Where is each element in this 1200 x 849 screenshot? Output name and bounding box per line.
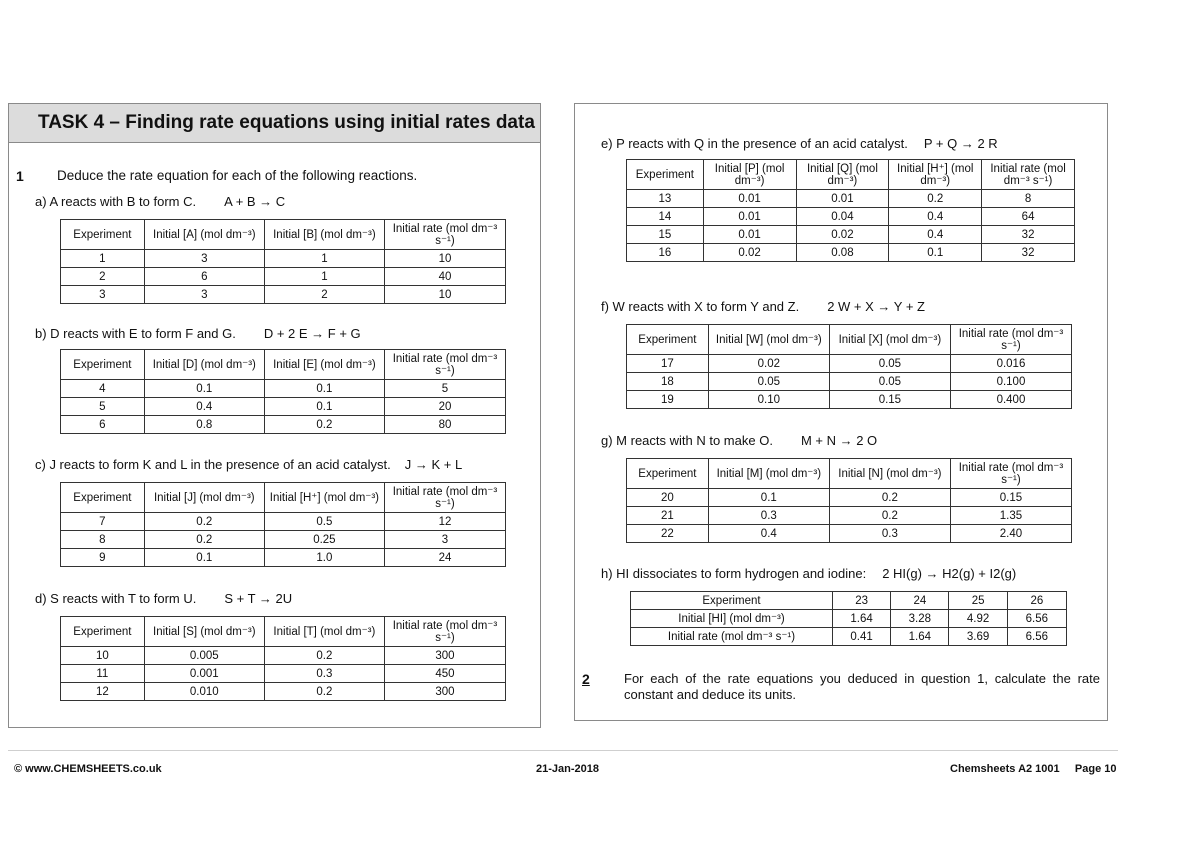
table-cell: 0.010 xyxy=(144,683,264,701)
table-cell: 5 xyxy=(384,380,505,398)
table-cell: 7 xyxy=(61,513,145,531)
table-cell: 40 xyxy=(384,268,505,286)
table-cell: 0.001 xyxy=(144,665,264,683)
table-cell: 0.25 xyxy=(264,531,384,549)
part-d-equation: S + T → 2U xyxy=(224,591,293,606)
table-cell: 0.3 xyxy=(829,525,950,543)
table-row xyxy=(627,391,1072,409)
table-row xyxy=(627,373,1072,391)
part-a-label: a) A reacts with B to form C. A + B → C xyxy=(35,194,286,209)
table-row xyxy=(61,268,506,286)
table-cell: 0.3 xyxy=(264,665,384,683)
column-header: Initial [H⁺] (mol dm⁻³) xyxy=(889,160,982,190)
table-part-a xyxy=(60,219,506,304)
column-header: Initial [M] (mol dm⁻³) xyxy=(708,459,829,489)
table-cell: 0.08 xyxy=(796,244,889,262)
part-b-label: b) D reacts with E to form F and G. D + 2 E → F + G xyxy=(35,326,361,341)
table-cell: 0.2 xyxy=(264,647,384,665)
table-cell: 0.10 xyxy=(708,391,829,409)
table-part-d xyxy=(60,616,506,701)
table-cell: 0.01 xyxy=(796,190,889,208)
column-header: Initial [A] (mol dm⁻³) xyxy=(144,220,264,250)
table-cell: 4.92 xyxy=(949,610,1007,628)
table-cell: 22 xyxy=(627,525,709,543)
table-row xyxy=(627,226,1075,244)
column-header: Initial [S] (mol dm⁻³) xyxy=(144,617,264,647)
table-row xyxy=(61,665,506,683)
table-cell: 1.64 xyxy=(832,610,890,628)
table-cell: 23 xyxy=(832,592,890,610)
left-panel xyxy=(8,103,541,728)
table-header-row xyxy=(61,483,506,513)
column-header: Initial [E] (mol dm⁻³) xyxy=(264,350,384,380)
table-cell: 24 xyxy=(891,592,949,610)
row-header: Experiment xyxy=(631,592,833,610)
table-cell: 0.2 xyxy=(829,507,950,525)
table-cell: 10 xyxy=(384,250,505,268)
table-cell: 0.2 xyxy=(264,683,384,701)
question-1-number: 1 xyxy=(16,168,24,184)
column-header: Experiment xyxy=(627,325,709,355)
table-cell: 14 xyxy=(627,208,704,226)
table-row xyxy=(61,380,506,398)
table-header-row xyxy=(61,350,506,380)
table-row xyxy=(631,592,1067,610)
part-f-equation: 2 W + X → Y + Z xyxy=(827,299,925,314)
table-cell: 6 xyxy=(144,268,264,286)
table-cell: 3 xyxy=(384,531,505,549)
row-header: Initial [HI] (mol dm⁻³) xyxy=(631,610,833,628)
table-cell: 0.1 xyxy=(708,489,829,507)
table-cell: 17 xyxy=(627,355,709,373)
part-e-label: e) P reacts with Q in the presence of an acid catalyst. P + Q → 2 R xyxy=(601,136,998,151)
table-cell: 0.01 xyxy=(703,208,796,226)
table-cell: 0.3 xyxy=(708,507,829,525)
table-cell: 0.1 xyxy=(264,398,384,416)
column-header: Initial rate (mol dm⁻³ s⁻¹) xyxy=(384,483,505,513)
table-row xyxy=(61,647,506,665)
part-g-label: g) M reacts with N to make O. M + N → 2 O xyxy=(601,433,878,448)
table-cell: 0.1 xyxy=(889,244,982,262)
table-cell: 0.01 xyxy=(703,226,796,244)
table-header-row xyxy=(627,459,1072,489)
table-cell: 3.28 xyxy=(891,610,949,628)
table-row xyxy=(61,398,506,416)
column-header: Initial rate (mol dm⁻³ s⁻¹) xyxy=(982,160,1075,190)
column-header: Experiment xyxy=(61,483,145,513)
table-part-e xyxy=(626,159,1075,262)
table-cell: 0.100 xyxy=(950,373,1071,391)
table-cell: 1.35 xyxy=(950,507,1071,525)
table-cell: 0.05 xyxy=(829,355,950,373)
column-header: Experiment xyxy=(61,350,145,380)
table-header-row xyxy=(627,160,1075,190)
table-cell: 20 xyxy=(627,489,709,507)
table-cell: 450 xyxy=(384,665,505,683)
footer-copyright: © www.CHEMSHEETS.co.uk xyxy=(14,763,162,775)
table-cell: 0.02 xyxy=(796,226,889,244)
table-row xyxy=(631,610,1067,628)
table-row xyxy=(61,416,506,434)
table-cell: 0.02 xyxy=(708,355,829,373)
table-cell: 24 xyxy=(384,549,505,567)
table-cell: 0.016 xyxy=(950,355,1071,373)
table-cell: 64 xyxy=(982,208,1075,226)
part-h-equation: 2 HI(g) → H2(g) + I2(g) xyxy=(882,566,1017,581)
table-row xyxy=(627,208,1075,226)
table-cell: 0.2 xyxy=(144,531,264,549)
table-cell: 19 xyxy=(627,391,709,409)
table-row xyxy=(61,683,506,701)
table-cell: 3.69 xyxy=(949,628,1007,646)
table-cell: 300 xyxy=(384,647,505,665)
table-cell: 6.56 xyxy=(1007,610,1066,628)
table-cell: 26 xyxy=(1007,592,1066,610)
table-cell: 1.0 xyxy=(264,549,384,567)
table-row xyxy=(61,513,506,531)
table-cell: 0.5 xyxy=(264,513,384,531)
column-header: Experiment xyxy=(61,220,145,250)
part-b-equation: D + 2 E → F + G xyxy=(263,326,361,341)
table-cell: 0.4 xyxy=(144,398,264,416)
table-cell: 0.2 xyxy=(829,489,950,507)
table-cell: 5 xyxy=(61,398,145,416)
part-c-equation: J → K + L xyxy=(404,457,463,472)
table-row xyxy=(61,549,506,567)
table-cell: 1 xyxy=(61,250,145,268)
table-cell: 25 xyxy=(949,592,1007,610)
column-header: Initial rate (mol dm⁻³ s⁻¹) xyxy=(384,350,505,380)
part-h-label: h) HI dissociates to form hydrogen and iodine: 2 HI(g) → H2(g) + I2(g) xyxy=(601,566,1017,581)
table-cell: 1 xyxy=(264,250,384,268)
table-cell: 11 xyxy=(61,665,145,683)
table-row xyxy=(61,531,506,549)
table-cell: 0.41 xyxy=(832,628,890,646)
column-header: Initial [X] (mol dm⁻³) xyxy=(829,325,950,355)
part-a-equation: A + B → C xyxy=(224,194,286,209)
task-title: TASK 4 – Finding rate equations using initial rates data xyxy=(9,104,540,143)
table-cell: 12 xyxy=(384,513,505,531)
question-2-number: 2 xyxy=(582,671,590,687)
table-row xyxy=(627,525,1072,543)
table-cell: 0.4 xyxy=(889,226,982,244)
column-header: Initial rate (mol dm⁻³ s⁻¹) xyxy=(950,459,1071,489)
table-cell: 32 xyxy=(982,226,1075,244)
table-cell: 10 xyxy=(61,647,145,665)
table-cell: 2 xyxy=(264,286,384,304)
table-row xyxy=(627,507,1072,525)
table-cell: 0.005 xyxy=(144,647,264,665)
table-cell: 2.40 xyxy=(950,525,1071,543)
table-header-row xyxy=(61,220,506,250)
table-row xyxy=(627,355,1072,373)
table-part-f xyxy=(626,324,1072,409)
column-header: Initial [N] (mol dm⁻³) xyxy=(829,459,950,489)
table-row xyxy=(627,190,1075,208)
table-cell: 0.01 xyxy=(703,190,796,208)
table-row xyxy=(61,250,506,268)
table-cell: 8 xyxy=(982,190,1075,208)
question-1-text: Deduce the rate equation for each of the following reactions. xyxy=(57,168,418,183)
table-cell: 21 xyxy=(627,507,709,525)
table-cell: 6 xyxy=(61,416,145,434)
table-header-row xyxy=(627,325,1072,355)
column-header: Initial rate (mol dm⁻³ s⁻¹) xyxy=(384,617,505,647)
table-part-c xyxy=(60,482,506,567)
table-cell: 8 xyxy=(61,531,145,549)
part-f-label: f) W reacts with X to form Y and Z. 2 W + X → Y + Z xyxy=(601,299,925,314)
table-cell: 20 xyxy=(384,398,505,416)
column-header: Initial [W] (mol dm⁻³) xyxy=(708,325,829,355)
right-panel xyxy=(574,103,1108,721)
column-header: Experiment xyxy=(627,160,704,190)
table-cell: 9 xyxy=(61,549,145,567)
table-cell: 10 xyxy=(384,286,505,304)
table-cell: 0.05 xyxy=(829,373,950,391)
table-cell: 32 xyxy=(982,244,1075,262)
table-cell: 0.02 xyxy=(703,244,796,262)
part-d-label: d) S reacts with T to form U. S + T → 2U xyxy=(35,591,293,606)
table-cell: 3 xyxy=(61,286,145,304)
table-cell: 0.4 xyxy=(708,525,829,543)
table-cell: 0.04 xyxy=(796,208,889,226)
table-cell: 2 xyxy=(61,268,145,286)
table-cell: 0.1 xyxy=(264,380,384,398)
part-g-equation: M + N → 2 O xyxy=(800,433,878,448)
column-header: Initial [Q] (mol dm⁻³) xyxy=(796,160,889,190)
column-header: Initial [T] (mol dm⁻³) xyxy=(264,617,384,647)
footer-date: 21-Jan-2018 xyxy=(536,763,599,775)
table-cell: 0.2 xyxy=(144,513,264,531)
table-cell: 0.1 xyxy=(144,549,264,567)
table-cell: 0.2 xyxy=(889,190,982,208)
table-row xyxy=(627,244,1075,262)
table-cell: 15 xyxy=(627,226,704,244)
table-cell: 0.400 xyxy=(950,391,1071,409)
table-cell: 12 xyxy=(61,683,145,701)
table-cell: 80 xyxy=(384,416,505,434)
table-row xyxy=(61,286,506,304)
table-cell: 0.2 xyxy=(264,416,384,434)
table-cell: 0.15 xyxy=(950,489,1071,507)
table-part-b xyxy=(60,349,506,434)
table-cell: 1 xyxy=(264,268,384,286)
part-e-equation: P + Q → 2 R xyxy=(923,136,998,151)
table-cell: 300 xyxy=(384,683,505,701)
column-header: Experiment xyxy=(61,617,145,647)
table-cell: 3 xyxy=(144,250,264,268)
table-header-row xyxy=(61,617,506,647)
table-cell: 1.64 xyxy=(891,628,949,646)
column-header: Initial [B] (mol dm⁻³) xyxy=(264,220,384,250)
table-row xyxy=(631,628,1067,646)
table-cell: 0.1 xyxy=(144,380,264,398)
table-cell: 0.8 xyxy=(144,416,264,434)
table-row xyxy=(627,489,1072,507)
column-header: Initial rate (mol dm⁻³ s⁻¹) xyxy=(950,325,1071,355)
table-cell: 6.56 xyxy=(1007,628,1066,646)
column-header: Initial [J] (mol dm⁻³) xyxy=(144,483,264,513)
column-header: Initial rate (mol dm⁻³ s⁻¹) xyxy=(384,220,505,250)
table-cell: 4 xyxy=(61,380,145,398)
footer-divider xyxy=(8,750,1118,751)
table-cell: 16 xyxy=(627,244,704,262)
column-header: Initial [D] (mol dm⁻³) xyxy=(144,350,264,380)
column-header: Initial [P] (mol dm⁻³) xyxy=(703,160,796,190)
table-part-g xyxy=(626,458,1072,543)
footer-page: Chemsheets A2 1001 Page 10 xyxy=(950,763,1117,775)
table-cell: 0.15 xyxy=(829,391,950,409)
table-cell: 13 xyxy=(627,190,704,208)
question-2-text: For each of the rate equations you deduced in question 1, calculate the rate constant and deduce its units. xyxy=(624,671,1100,702)
table-cell: 0.05 xyxy=(708,373,829,391)
table-cell: 3 xyxy=(144,286,264,304)
table-part-h xyxy=(630,591,1067,646)
column-header: Experiment xyxy=(627,459,709,489)
table-cell: 0.4 xyxy=(889,208,982,226)
row-header: Initial rate (mol dm⁻³ s⁻¹) xyxy=(631,628,833,646)
table-cell: 18 xyxy=(627,373,709,391)
column-header: Initial [H⁺] (mol dm⁻³) xyxy=(264,483,384,513)
part-c-label: c) J reacts to form K and L in the presence of an acid catalyst. J → K + L xyxy=(35,457,463,472)
